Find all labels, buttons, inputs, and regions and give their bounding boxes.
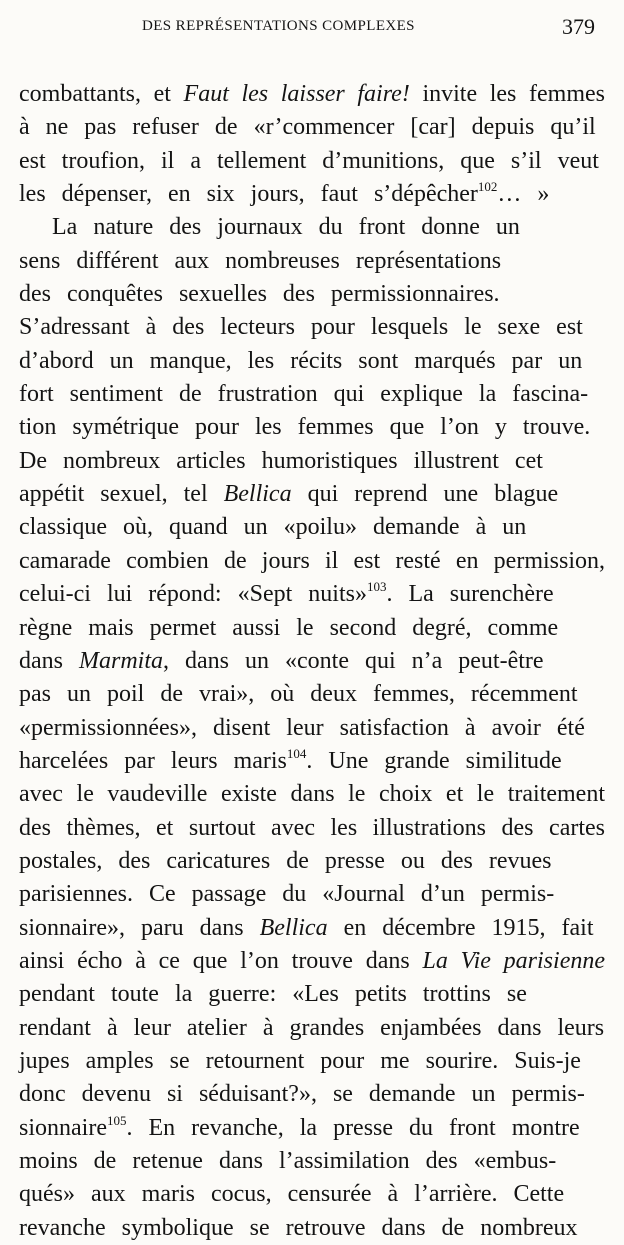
text-segment: postales, des caricatures de presse ou des revues	[19, 847, 552, 874]
text-segment: classique où, quand un «poilu» demande à un	[19, 514, 527, 541]
text-line	[19, 1212, 605, 1245]
italic-text: Marmita	[79, 647, 163, 674]
text-segment: appétit sexuel, tel	[19, 481, 224, 508]
italic-text: Bellica	[223, 481, 292, 508]
text-segment: sens différent aux nombreuses représentations	[19, 247, 502, 274]
text-segment: pendant toute la guerre: «Les petits trottins se	[19, 981, 527, 1008]
text-segment: qui reprend une blague	[291, 481, 559, 508]
text-line	[19, 578, 605, 611]
text-segment: . Une grande similitude	[306, 747, 562, 774]
text-segment: invite les femmes	[409, 81, 605, 107]
text-segment: camarade combien de jours il est resté en permission,	[19, 547, 605, 574]
text-line	[19, 211, 605, 244]
text-line	[19, 545, 605, 578]
text-line	[19, 945, 605, 978]
text-line	[19, 1145, 605, 1178]
text-line	[19, 878, 605, 911]
text-segment: avec le vaudeville existe dans le choix et le traitement	[19, 781, 605, 808]
text-line	[19, 511, 605, 544]
text-line	[19, 912, 605, 945]
text-segment: des thèmes, et surtout avec les illustrations des cartes	[19, 814, 605, 841]
text-segment: , dans un «conte qui n’a peut-être	[163, 647, 544, 674]
running-header	[0, 14, 624, 44]
text-segment: revanche symbolique se retrouve dans de nombreux	[19, 1214, 578, 1241]
text-line	[19, 678, 605, 711]
text-segment: harcelées par leurs maris	[19, 747, 287, 774]
text-segment: ainsi écho à ce que l’on trouve dans	[19, 947, 423, 974]
text-line	[19, 612, 605, 645]
text-line	[19, 1045, 605, 1078]
text-line	[19, 78, 605, 111]
italic-text: Bellica	[259, 914, 328, 941]
text-segment: … »	[497, 181, 550, 208]
text-segment: est troufion, il a tellement d’munitions, que s’il veut	[19, 147, 599, 174]
text-segment: celui-ci lui répond: «Sept nuits»	[19, 581, 367, 608]
text-segment: . En revanche, la presse du front montre	[126, 1114, 580, 1141]
page-number: 379	[562, 14, 595, 39]
text-segment: combattants, et	[19, 81, 184, 107]
text-line	[19, 445, 605, 478]
text-line	[19, 478, 605, 511]
text-segment: sionnaire	[19, 1114, 107, 1141]
text-segment: . La surenchère	[386, 581, 554, 608]
text-segment: d’abord un manque, les récits sont marqués par un	[19, 347, 583, 374]
text-line	[19, 1178, 605, 1211]
text-segment: donc devenu si séduisant?», se demande un permis-	[19, 1081, 585, 1108]
text-segment: tion symétrique pour les femmes que l’on y trouve.	[19, 414, 591, 441]
text-segment: qués» aux maris cocus, censurée à l’arrière. Cette	[19, 1181, 565, 1208]
text-line	[19, 778, 605, 811]
text-line	[19, 1012, 605, 1045]
text-segment: moins de retenue dans l’assimilation des «embus-	[19, 1148, 557, 1174]
text-line	[19, 1078, 605, 1111]
text-segment: pas un poil de vrai», où deux femmes, récemment	[19, 681, 578, 708]
text-line	[19, 812, 605, 845]
text-segment: sionnaire», paru dans	[19, 914, 260, 941]
text-segment: dans	[19, 647, 79, 674]
text-line	[19, 111, 605, 144]
text-line	[19, 311, 605, 344]
text-segment: S’adressant à des lecteurs pour lesquels le sexe est	[19, 314, 583, 341]
text-line	[19, 978, 605, 1011]
text-segment: «permissionnées», disent leur satisfaction à avoir été	[19, 714, 585, 741]
text-segment: fort sentiment de frustration qui explique la fascina-	[19, 381, 589, 408]
text-segment: parisiennes. Ce passage du «Journal d’un permis-	[19, 881, 555, 908]
text-line	[19, 245, 605, 278]
text-segment: à ne pas refuser de «r’commencer [car] depuis qu’il	[19, 114, 596, 141]
text-line	[19, 345, 605, 378]
text-line	[19, 745, 605, 778]
text-segment: rendant à leur atelier à grandes enjambées dans leurs	[19, 1014, 605, 1041]
text-segment: règne mais permet aussi le second degré, comme	[19, 614, 559, 641]
footnote-ref: 105	[106, 1112, 127, 1128]
text-line	[19, 645, 605, 678]
footnote-ref: 104	[286, 745, 307, 761]
text-line	[19, 278, 605, 311]
running-title: DES REPRÉSENTATIONS COMPLEXES	[142, 18, 415, 34]
text-line	[19, 411, 605, 444]
text-line	[19, 178, 605, 211]
body-text	[19, 78, 605, 1245]
text-line	[19, 712, 605, 745]
text-segment: des conquêtes sexuelles des permissionnaires.	[19, 281, 500, 308]
text-segment: jupes amples se retournent pour me sourire. Suis-je	[19, 1047, 581, 1074]
text-line	[19, 1112, 605, 1145]
text-segment: De nombreux articles humoristiques illustrent cet	[19, 447, 543, 474]
text-segment: en décembre 1915, fait	[327, 914, 594, 941]
text-line	[19, 845, 605, 878]
text-line	[19, 145, 605, 178]
italic-text: La Vie parisienne	[422, 947, 605, 974]
text-segment: La nature des journaux du front donne un	[52, 214, 520, 241]
footnote-ref: 102	[477, 179, 498, 195]
footnote-ref: 103	[366, 579, 387, 595]
italic-text: Faut les laisser faire!	[183, 81, 410, 107]
text-line	[19, 378, 605, 411]
text-segment: les dépenser, en six jours, faut s’dépêcher	[19, 181, 478, 208]
